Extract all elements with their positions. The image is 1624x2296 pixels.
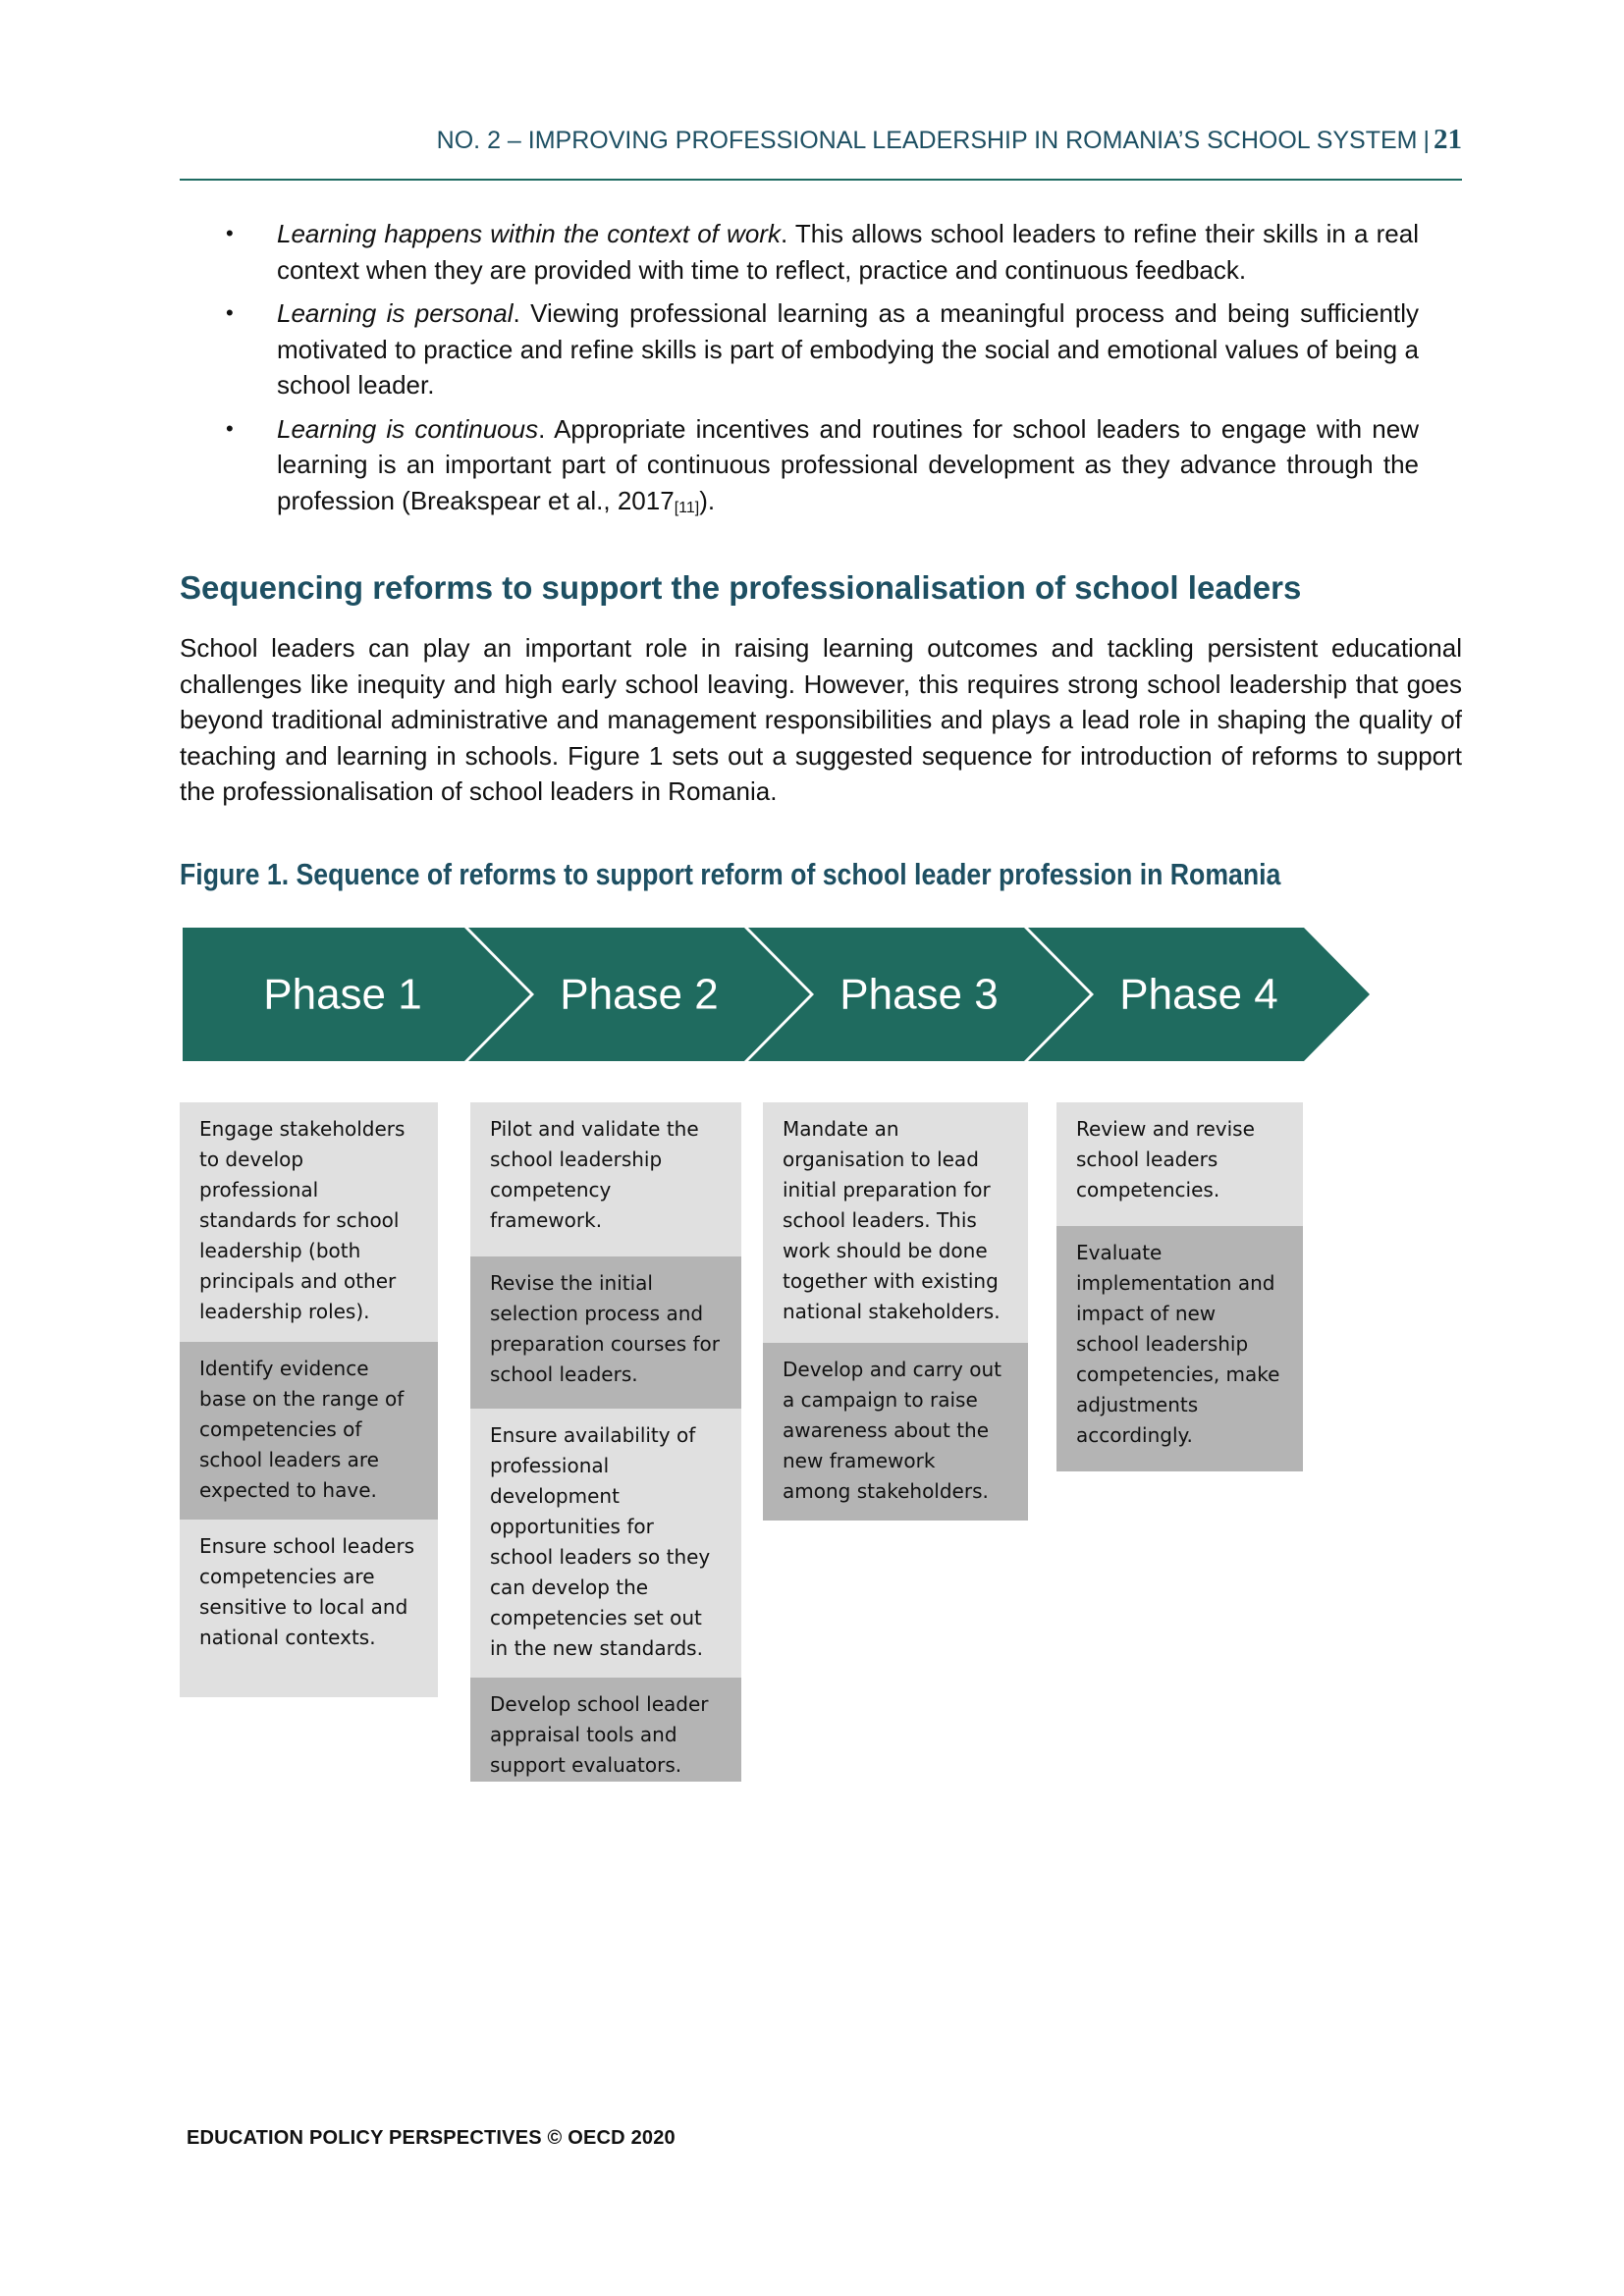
phase-4-box-2: Evaluate implementation and impact of new school leadership competencies, make adjustments accordingly. [1056,1226,1303,1471]
phase-4-column [1056,1102,1303,1471]
body-paragraph: School leaders can play an important role in raising learning outcomes and tackling persistent educational challenges like inequity and high early school leaving. However, this requires strong school leadership that goes beyond traditional administrative and management responsibilities and plays a lead role in shaping the quality of teaching and learning in schools. Figure 1 sets out a suggested sequence for introduction of reforms to support the professionalisation of school leaders in Romania. [180,633,1462,806]
bullet-list [226,216,1419,534]
phase-1-box-2: Identify evidence base on the range of competencies of school leaders are expected to have. [180,1342,438,1520]
bullet-lead: Learning is continuous [277,413,539,444]
phase-label: Phase 1 [263,970,422,1019]
header-text [437,124,1462,156]
phase-1-box-1: Engage stakeholders to develop professional standards for school leadership (both principals and other leadership roles). [180,1102,438,1342]
header-separator: | [1423,127,1430,154]
phase-label: Phase 2 [560,970,719,1019]
phase-1-box-3: Ensure school leaders competencies are sensitive to local and national contexts. [180,1520,438,1697]
chevron-diagram [180,925,1374,1064]
phase-1-column [180,1102,438,1697]
phase-2-box-1: Pilot and validate the school leadership competency framework. [470,1102,741,1256]
bullet-item [226,216,1419,288]
phase-3-column [763,1102,1028,1521]
phase-chevrons [180,925,1374,1069]
phase-3-box-1: Mandate an organisation to lead initial preparation for school leaders. This work should be done together with existing national stakeholders. [763,1102,1028,1343]
phase-2-box-3: Ensure availability of professional development opportunities for school leaders so they can develop the competencies set out in the new standards. [470,1409,741,1678]
phase-2-column [470,1102,741,1782]
page-footer: EDUCATION POLICY PERSPECTIVES © OECD 2020 [187,2127,676,2149]
phase-2-box-4: Develop school leader appraisal tools and support evaluators. [470,1678,741,1782]
phase-2-box-2: Revise the initial selection process and preparation courses for school leaders. [470,1256,741,1409]
bullet-text: . Viewing professional learning as a meaningful process and being sufficiently motivated to practice and refine skills is part of embodying the social and emotional values of being a school leader. [277,298,1419,400]
header-title: NO. 2 – IMPROVING PROFESSIONAL LEADERSHIP IN ROMANIA’S SCHOOL SYSTEM [436,127,1418,154]
phase-3-box-2: Develop and carry out a campaign to raise awareness about the new framework among stakeholders. [763,1343,1028,1521]
bullet-text: . This allows school leaders to refine their skills in a real context when they are provided with time to reflect, practice and continuous feedback. [277,219,1419,285]
phase-label: Phase 4 [1119,970,1278,1019]
page-number: 21 [1434,124,1462,155]
bullet-item [226,295,1419,403]
phase-4-box-1: Review and revise school leaders competencies. [1056,1102,1303,1226]
bullet-text: . Appropriate incentives and routines for school leaders to engage with new learning is an important part of continuous professional development as they advance through the profession (Breakspear et al., 2017 [277,413,1419,515]
figure-caption: Figure 1. Sequence of reforms to support reform of school leader profession in Romania [180,857,1281,891]
reference-marker: [11] [674,499,700,516]
running-header [180,118,1462,181]
bullet-lead: Learning happens within the context of work [277,219,781,248]
bullet-lead: Learning is personal [277,298,514,328]
bullet-tail: ). [699,485,716,515]
phase-label: Phase 3 [839,970,999,1019]
bullet-item [226,411,1419,527]
section-heading: Sequencing reforms to support the professionalisation of school leaders [180,569,1302,606]
